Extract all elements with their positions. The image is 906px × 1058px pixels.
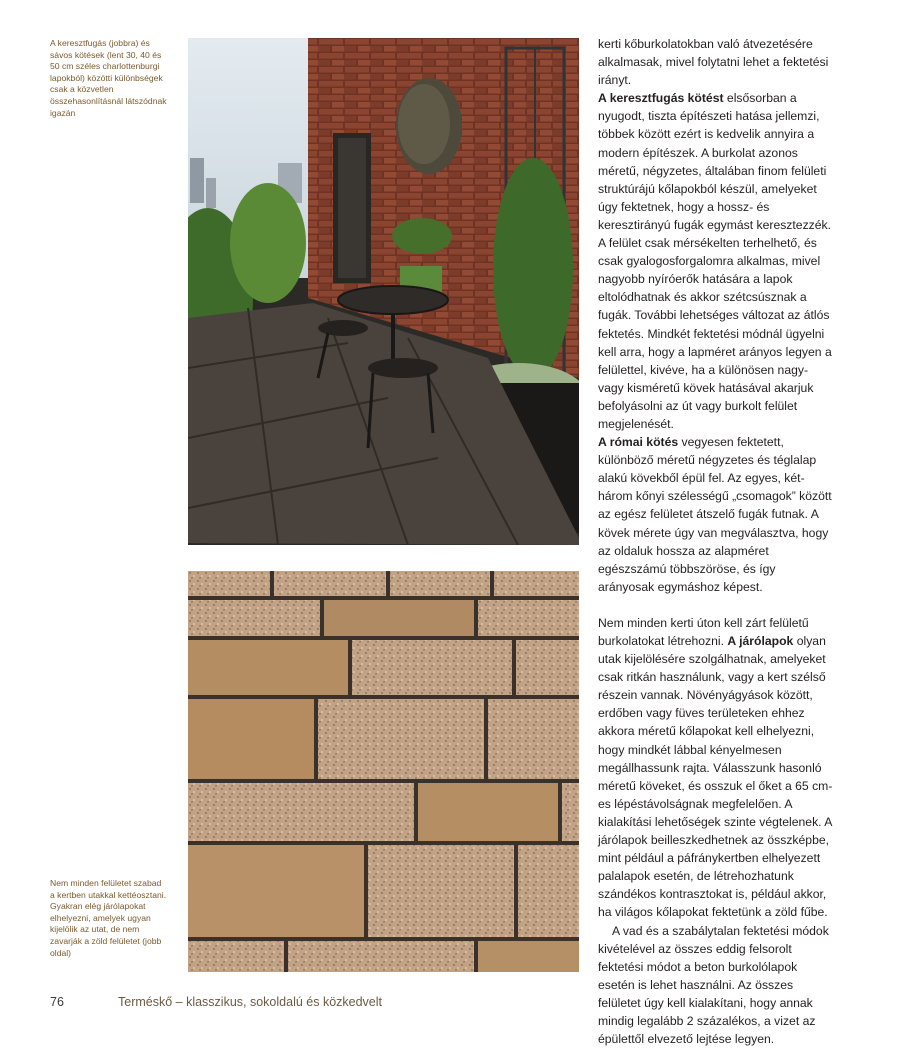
term-cross-joint: A keresztfugás kötést: [598, 91, 724, 106]
paragraph-stepping-stones: Nem minden kerti úton kell zárt felületű burkolatokat létrehozni. A járólapok olyan utak kijelölésére szolgálhatnak, amelyeket csak ritkán használunk, vagy a kert szélső részein vannak. Növényágyások között, erdőben vagy füves területeken ehhez akkora méretű kőlapokat kell elhelyezni, hogy mindkét lábbal kényelmesen megállhassunk rajta. Válasszunk hasonló méretű köveket, és osszuk el őket a 65 cm-es lépéstávolságnak megfelelően. A kialakítási lehetőségek szinte végtelenek. A járólapok beilleszkedhetnek az összképbe, mint például a páfránykertben elhelyezett palalapok esetén, de létrehozhatunk szándékos kontrasztokat is, például akkor, ha világos kőlapokat fektetünk a zöld fűbe.: [598, 615, 833, 920]
terrace-illustration: [188, 38, 579, 545]
term-roman-bond: A római kötés: [598, 435, 679, 450]
paragraph-roman-bond: A római kötés vegyesen fektetett, különböző méretű négyzetes és téglalap alakú kövekből épül fel. Az egyes, két-három kőnyi szélességű „csomagok” között az egész felületet átszelő fugák futnak. A kövek mérete úgy van megválasztva, hogy az oldaluk hossza az alapméret egészszámú többszöröse, és így arányosak egymáshoz képest.: [598, 435, 832, 594]
photo-caption-top: A keresztfugás (jobbra) és sávos kötések (lent 30, 40 és 50 cm széles charlottenburgi lapokból) közötti különbségek csak a közvetlen összehasonlításnál látszódnak igazán: [50, 38, 167, 118]
term-stepping-stones: A járólapok: [727, 634, 794, 648]
paragraph-concrete: A vad és a szabálytalan fektetési módok kivételével az összes eddig felsorolt fektetési módot a beton burkolólapok esetén is lehet használni. Az összes felületet úgy kell kialakítani, hogy annak mindig legalább 2 százalékos, a vizet az épülettől elvezető lejtése legyen.: [598, 923, 829, 1047]
paving-stones-illustration: [188, 571, 579, 972]
page-footer: [50, 995, 382, 1009]
body-text: [598, 35, 834, 1048]
paragraph-intro: kerti kőburkolatokban való átvezetésére alkalmasak, mivel folytatni lehet a fektetési irányt.: [598, 37, 829, 88]
page-number: 76: [50, 995, 64, 1009]
paragraph-cross-joint: A keresztfugás kötést elsősorban a nyugodt, tiszta építészeti hatása jellemzi, többek között ezért is kedvelik annyira a modern építészek. A burkolat azonos méretű, négyzetes, általában finom felületi struktúrájú kőlapokból készül, amelyeket úgy fektetnek, hogy a hossz- és keresztirányú fugák egymást keresztezzék. A felület csak mérsékelten terhelhető, és csak gyalogosforgalomra alkalmas, mivel nagyobb nyíróerők hatására a lapok eltolódhatnak és akkor szétcsúsznak a fugák. További lehetséges változat az átlós fektetés. Mindkét fektetési módnál ügyelni kell arra, hogy a lapméret arányos legyen a felülettel, kivéve, ha a különösen nagy- vagy kisméretű kövek hatásával akarjuk befolyásolni az út vagy burkolt felület megjelenését.: [598, 91, 832, 431]
terrace-photo: [188, 38, 579, 545]
photo-caption-bottom: Nem minden felületet szabad a kertben utakkal kettéosztani. Gyakran elég járólapokat elhelyezni, amelyek ugyan kijelölik az utat, de nem zavarják a zöld felületet (jobb oldal): [50, 878, 167, 958]
paving-stones-photo: [188, 571, 579, 972]
running-title: Terméskő – klasszikus, sokoldalú és közkedvelt: [118, 995, 383, 1009]
